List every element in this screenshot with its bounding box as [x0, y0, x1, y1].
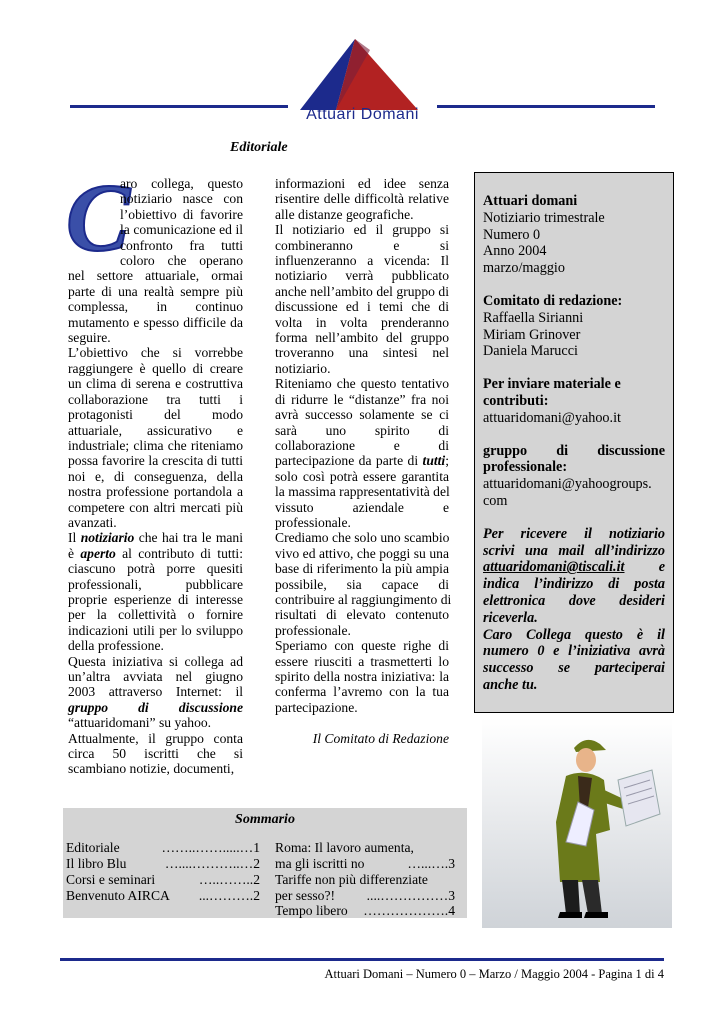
toc-item[interactable] [275, 856, 364, 872]
toc-label: per sesso?! [275, 888, 336, 903]
text-line: notiziario nasce con [120, 191, 243, 207]
text-line: possa favorire la crescita di tutti [68, 453, 243, 469]
group-block [483, 443, 665, 510]
sommario-box [63, 808, 467, 918]
toc-item[interactable] [275, 888, 335, 904]
info-line: Anno 2004 [483, 243, 547, 260]
toc-label: Editoriale [66, 840, 120, 855]
note-line: Per ricevere il notiziario [483, 525, 665, 542]
text-line: spirito della nostra iniziativa: la [275, 669, 449, 684]
text-line: avanzati. [68, 514, 117, 530]
text-line: risultati di elevato contenuto [275, 607, 449, 623]
text-line: seguire. [68, 330, 111, 346]
text-line: Attualmente, il gruppo conta [68, 730, 243, 746]
text-line: alle distanze geografiche. [275, 206, 414, 222]
note-line: elettronica dove desideri [483, 592, 665, 609]
info-line: Numero 0 [483, 226, 541, 243]
group-email-2: com [483, 492, 508, 509]
toc-dots: …....………..…2 [164, 856, 260, 871]
editorial-column-2 [275, 176, 452, 715]
text-line: della professione. [68, 638, 164, 654]
committee-title: Comitato di redazione: [483, 292, 623, 309]
text-line: mutamento e spesso difficile da [68, 314, 243, 330]
editorial-title: Editoriale [230, 140, 288, 155]
header-rule-left [70, 105, 288, 108]
committee-member: Miriam Grinover [483, 326, 581, 343]
submit-block [483, 376, 665, 426]
text-line: la massima rappresentatività del [275, 484, 450, 500]
text-line: informazioni ed idee senza [275, 176, 449, 191]
drop-cap-glyph: C [66, 164, 131, 271]
text-line: possibile, sia capace di [275, 576, 449, 592]
toc-label: ma gli iscritti no [275, 856, 365, 871]
text-line: anche nell’ambito del gruppo di [275, 283, 449, 299]
toc-item[interactable] [66, 856, 126, 872]
text-line: industriale; clima che riteniamo [68, 437, 243, 453]
text-line: Crediamo che solo uno scambio [275, 530, 450, 546]
text-line: un’altra avviata nel giugno [68, 669, 243, 684]
header-rule-right [437, 105, 655, 108]
text-line: avrà successo solamente se ci [275, 407, 449, 423]
text-run: è [68, 545, 81, 561]
text-line: Questa iniziativa si collega ad [68, 653, 243, 669]
toc-dots: ....……………3 [366, 888, 455, 903]
note-line [483, 559, 665, 576]
submit-title-2: contributi: [483, 392, 549, 409]
footer-rule [60, 958, 664, 961]
text-line: contribuire al raggiungimento di [275, 591, 452, 607]
text-line: ciascuno potrà porre quesiti [68, 561, 243, 577]
text-line: base di riferimento la più ampia [275, 561, 449, 577]
note-line: riceverla. [483, 609, 538, 626]
sommario-title: Sommario [235, 812, 295, 827]
text-line: Il notiziario ed il gruppo si [275, 222, 449, 238]
toc-item[interactable] [66, 872, 155, 888]
text-line: volta in volta prenderanno [275, 314, 449, 330]
toc-label: Corsi e seminari [66, 872, 156, 887]
text-line: attuariale, assicurativo e [68, 422, 243, 438]
group-title-2: professionale: [483, 459, 568, 476]
note-line: anche tu. [483, 676, 538, 693]
text-line: Speriamo con queste righe di [275, 638, 449, 654]
logo-text: Attuari Domani [306, 106, 419, 123]
text-line: essere riusciti a trasmetterti lo [275, 653, 449, 669]
toc-label: Tariffe non più differenziate [275, 872, 428, 887]
text-line: parte di una realtà sempre più [68, 283, 243, 299]
sidebar-info-box [474, 172, 674, 713]
text-line: circa 50 iscritti che si [68, 746, 243, 762]
text-line: vissuto aziendale e [275, 499, 449, 515]
text-run: ; [445, 453, 449, 469]
text-line: protagonisti del modo [68, 407, 243, 423]
text-line: proprie esperienze di interesse [68, 591, 243, 607]
emphasis-aperto: aperto [80, 545, 116, 561]
toc-dots: ……..…….....…1 [161, 840, 260, 855]
toc-dots: …...….3 [407, 856, 455, 871]
text-line: un clima di serena e costruttiva [68, 376, 243, 392]
group-email: attuaridomani@yahoogroups. [483, 476, 652, 493]
text-line: noi e, di conseguenza, della [68, 468, 243, 484]
toc-item[interactable] [275, 872, 428, 888]
toc-label: Tempo libero [275, 903, 348, 918]
toc-label: Roma: Il lavoro aumenta, [275, 840, 414, 855]
info-block [483, 193, 665, 277]
committee-member: Daniela Marucci [483, 343, 578, 360]
text-line: collaborazione e di [275, 437, 449, 453]
text-line: solo così potrà essere garantita [275, 468, 449, 484]
emphasis-notiziario: notiziario [80, 530, 135, 546]
info-line: Notiziario trimestrale [483, 209, 605, 226]
toc-item[interactable] [66, 888, 170, 904]
text-line: coloro che operano [120, 253, 243, 269]
emphasis-tutti: tutti [422, 453, 446, 469]
committee-member: Raffaella Sirianni [483, 309, 584, 326]
note-line: numero 0 e l’iniziativa avrà [483, 643, 665, 660]
text-line [68, 530, 243, 545]
text-line: per la collettività o fornire [68, 607, 243, 623]
text-run: che hai tra le mani [134, 530, 244, 546]
toc-item[interactable] [66, 840, 120, 856]
editorial-signature: Il Comitato di Redazione [312, 731, 449, 746]
text-line: nostra professione portandola a [68, 484, 243, 500]
text-line: partecipazione. [275, 699, 358, 715]
submit-email: attuaridomani@yahoo.it [483, 409, 621, 426]
text-line-group: gruppo di discussione [68, 699, 243, 715]
info-title: Attuari domani [483, 193, 578, 209]
text-line: 2003 attraverso Internet: il [68, 684, 243, 700]
text-line: “attuaridomani” su yahoo. [68, 715, 212, 731]
footer-text: Attuari Domani – Numero 0 – Marzo / Maggio 2004 - Pagina 1 di 4 [324, 967, 664, 981]
text-line: scambiano notizie, documenti, [68, 761, 235, 777]
text-line [68, 546, 243, 561]
text-run: al contributo di tutti: [115, 545, 243, 561]
man-reading-clipart-icon [482, 718, 672, 928]
text-line: raggiungere è quello di creare [68, 360, 243, 376]
toc-item[interactable] [275, 903, 348, 919]
text-line: collaborazione tra tutti i [68, 391, 243, 407]
text-line: professionali, pubblicare [68, 576, 243, 592]
text-line: aro collega, questo [120, 176, 243, 191]
text-line: complessa, in continuo [68, 299, 243, 315]
note-block [483, 526, 665, 694]
text-line: L’obiettivo che si vorrebbe [68, 345, 243, 361]
toc-label: Benvenuto AIRCA [66, 888, 170, 903]
text-line: la comunicazione ed il [120, 222, 243, 238]
note-line: Caro Collega questo è il [483, 626, 665, 643]
text-line: sarà uno spirito di [275, 422, 449, 438]
toc-dots: ……………….4 [363, 903, 455, 918]
toc-label: Il libro Blu [66, 856, 127, 871]
logo-triangle-icon [290, 38, 430, 113]
note-line: indica l’indirizzo di posta [483, 576, 665, 593]
text-line: confronto fra tutti [120, 237, 243, 253]
note-e: e [658, 559, 665, 576]
text-line: competere con altri mercati più [68, 499, 243, 515]
text-run: partecipazione da parte di [275, 453, 423, 469]
text-line: risentire delle difficoltà relative [275, 191, 449, 207]
text-line: discussione ed i temi che di [275, 299, 449, 315]
text-line: Riteniamo che questo tentativo [275, 376, 449, 392]
text-line: indicazioni utili per lo sviluppo [68, 622, 243, 638]
text-line: conferma l’avremo con la tua [275, 684, 449, 700]
text-run: Il [68, 530, 81, 546]
text-line: forma nell’ambito del gruppo [275, 330, 449, 346]
text-line: troveranno una sintesi nel [275, 345, 449, 361]
text-line: combineranno e si [275, 237, 449, 253]
note-line: scrivi una mail all’indirizzo [483, 542, 665, 559]
toc-dots: ...……….2 [198, 888, 260, 903]
toc-item[interactable] [275, 840, 414, 856]
text-line: notiziario verrà pubblicato [275, 268, 449, 284]
text-line: influenzeranno a vicenda: Il [275, 253, 449, 269]
info-line: marzo/maggio [483, 260, 565, 277]
text-line: professionale. [275, 622, 351, 638]
note-email-link[interactable]: attuaridomani@tiscali.it [483, 559, 625, 576]
text-line: di ridurre le “distanze” fra noi [275, 391, 449, 407]
note-line: successo se parteciperai [483, 660, 665, 677]
text-line [275, 453, 449, 468]
group-title: gruppo di discussione [483, 442, 665, 459]
submit-title: Per inviare materiale e [483, 376, 621, 393]
text-line: nel settore attuariale, ormai [68, 268, 243, 284]
editorial-column-1 [68, 176, 243, 777]
text-line: vivo ed attivo, che poggi su una [275, 545, 449, 561]
committee-block [483, 293, 665, 360]
toc-dots: …..……..2 [198, 872, 260, 887]
text-line: notiziario. [275, 360, 331, 376]
text-line: l’obiettivo di favorire [120, 206, 243, 222]
text-line: professionale. [275, 514, 351, 530]
